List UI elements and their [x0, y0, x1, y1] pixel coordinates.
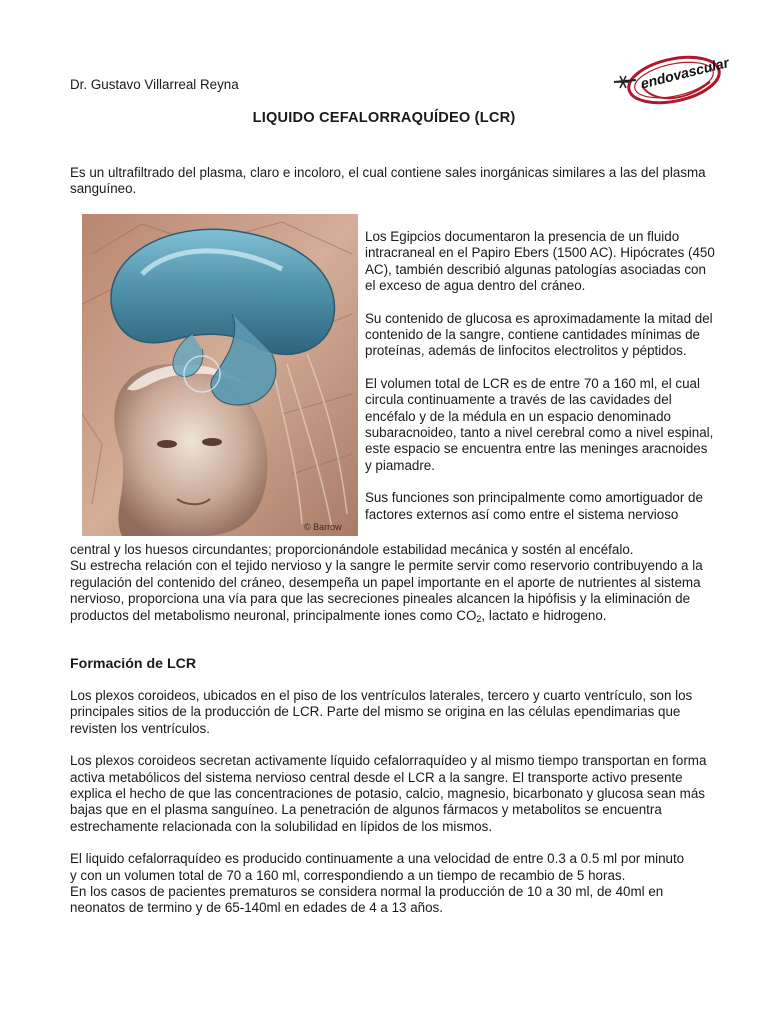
paragraph-plexos-1: Los plexos coroideos, ubicados en el piso de los ventrículos laterales, tercero y cuarto ventrículo, son los principales sitios de la producción de LCR. Parte del mismo se origina en las células ependimarias que revisten los ventrículos. [70, 688, 693, 736]
brain-ventricles-illustration [82, 214, 358, 536]
paragraph-egipcios: Los Egipcios documentaron la presencia de un fluido intracraneal en el Papiro Ebers (1500 AC). Hipócrates (450 AC), también describió algunas patologías asociadas con el exceso de agua dentro del cráneo. [365, 229, 715, 294]
paragraph-funciones: Sus funciones son principalmente como amortiguador de factores externos así como entre el sistema nervioso [365, 490, 703, 522]
continuation-block [70, 542, 710, 627]
paragraph-produccion: El liquido cefalorraquídeo es producido continuamente a una velocidad de entre 0.3 a 0.5 ml por minuto y con un volumen total de 70 a 160 ml, correspondiendo a un tiempo de recambio de 5 horas. En los casos de pacientes prematuros se considera normal la producción de 10 a 30 ml, de 40ml en neonatos de termino y de 65-140ml en edades de 4 a 13 años. [70, 851, 685, 916]
page-title: LIQUIDO CEFALORRAQUÍDEO (LCR) [252, 110, 516, 126]
intro-paragraph: Es un ultrafiltrado del plasma, claro e incoloro, el cual contiene sales inorgánicas similares a las del plasma sanguíneo. [70, 165, 706, 197]
right-column [365, 229, 715, 523]
relation-paragraph: Su estrecha relación con el tejido nervioso y la sangre le permite servir como reservorio contribuyendo a la regulación del contenido del cráneo, desempeña un papel importante en el aporte de nutrientes al sistema nervioso, proporciona una vía para que las secreciones pineales alcancen la hipófisis y la eliminación de productos del metabolismo neuronal, principalmente iones como $CO_2$, lactato e hidrogeno. [70, 558, 703, 624]
formation-section [70, 688, 720, 917]
paragraph-volumen: El volumen total de LCR es de entre 70 a 160 ml, el cual circula continuamente a través de las cavidades del encéfalo y de la médula en un espacio denominado subaracnoideo, tanto a nivel cerebral como a nivel espinal, este espacio se encuentra entre las meninges aracnoides y piamadre. [365, 375, 714, 473]
paragraph-glucosa: Su contenido de glucosa es aproximadamente la mitad del contenido de la sangre, contiene cantidades mínimas de proteínas, además de linfocitos electrolitos y péptidos. [365, 310, 713, 359]
logo-graphic [612, 52, 730, 108]
section-heading: Formación de LCR [70, 656, 197, 672]
endovascular-logo [612, 52, 730, 108]
author-name: Dr. Gustavo Villarreal Reyna [70, 77, 239, 92]
continuation-line: central y los huesos circundantes; proporcionándole estabilidad mecánica y sostén al encéfalo. [70, 542, 634, 557]
logo-text: endovascular [639, 54, 730, 92]
figure-credit: © Barrow [304, 522, 342, 532]
paragraph-plexos-2: Los plexos coroideos secretan activamente líquido cefalorraquídeo y al mismo tiempo transportan en forma activa metabólicos del sistema nervioso central desde el LCR a la sangre. El transporte activo presente explica el hecho de que las concentraciones de potasio, calcio, magnesio, bicarbonato y glucosa sean más bajas que en el plasma sanguíneo. La penetración de algunos fármacos y metabolitos se encuentra estrechamente relacionada con la solubilidad en lípidos de los mismos. [70, 753, 707, 834]
